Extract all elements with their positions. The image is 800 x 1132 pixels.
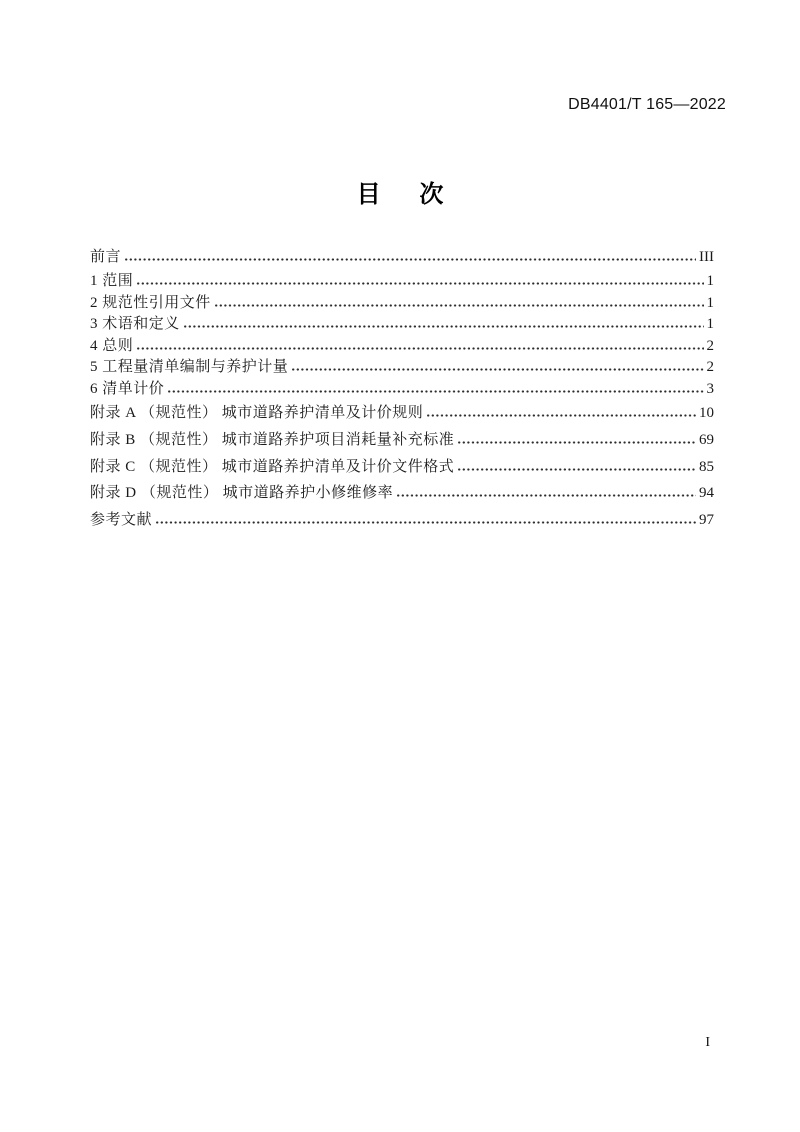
toc-entry — [90, 244, 714, 271]
toc-entry-page: 3 — [706, 380, 714, 397]
dot-leader — [168, 390, 703, 393]
toc-entry-label: 5 工程量清单编制与养护计量 — [90, 359, 289, 375]
toc-entry-page: 94 — [699, 485, 714, 502]
dot-leader — [427, 414, 696, 417]
dot-leader — [184, 325, 704, 328]
dot-leader — [292, 368, 703, 371]
toc-entry — [90, 507, 714, 534]
toc-entry-page: 1 — [706, 273, 714, 289]
dot-leader — [156, 521, 696, 524]
toc-entry-page: 97 — [699, 512, 714, 529]
dot-leader — [397, 494, 696, 497]
dot-leader — [137, 282, 703, 285]
toc-entry-label: 3 术语和定义 — [90, 316, 180, 332]
toc-entry — [90, 357, 714, 379]
toc-entry-page: 2 — [706, 359, 714, 375]
toc-entry — [90, 480, 714, 507]
toc-entry-page: 69 — [699, 431, 714, 448]
toc-list — [90, 244, 714, 534]
dot-leader — [125, 258, 696, 261]
dot-leader — [137, 347, 703, 350]
toc-entry-page: 1 — [706, 294, 714, 311]
toc-entry-page: 10 — [699, 405, 714, 421]
toc-entry-page: 1 — [706, 316, 714, 332]
toc-entry-page: 2 — [706, 337, 714, 354]
toc-entry-label: 参考文献 — [90, 512, 153, 529]
toc-entry-page: 85 — [699, 458, 714, 475]
toc-entry-label: 6 清单计价 — [90, 380, 165, 397]
toc-entry — [90, 379, 714, 401]
toc-entry-label: 1 范围 — [90, 273, 134, 289]
toc-entry — [90, 400, 714, 427]
toc-entry-label: 附录 B （规范性） 城市道路养护项目消耗量补充标准 — [90, 431, 455, 448]
toc-entry-label: 前言 — [90, 249, 122, 265]
toc-entry-page: III — [699, 249, 714, 265]
dot-leader — [458, 441, 696, 444]
toc-entry — [90, 427, 714, 454]
toc-entry — [90, 454, 714, 481]
toc-entry — [90, 293, 714, 315]
toc-entry — [90, 271, 714, 293]
toc-entry-label: 附录 D （规范性） 城市道路养护小修维修率 — [90, 485, 394, 502]
document-code: DB4401/T 165—2022 — [568, 96, 726, 113]
toc-entry-label: 4 总则 — [90, 337, 134, 354]
dot-leader — [215, 304, 704, 307]
footer-page-number: I — [705, 1035, 710, 1050]
dot-leader — [458, 468, 696, 471]
toc-entry-label: 附录 C （规范性） 城市道路养护清单及计价文件格式 — [90, 458, 455, 475]
page-title: 目 次 — [356, 181, 444, 208]
toc-entry-label: 附录 A （规范性） 城市道路养护清单及计价规则 — [90, 405, 424, 421]
toc-entry — [90, 336, 714, 358]
toc-entry — [90, 314, 714, 336]
toc-entry-label: 2 规范性引用文件 — [90, 294, 211, 311]
